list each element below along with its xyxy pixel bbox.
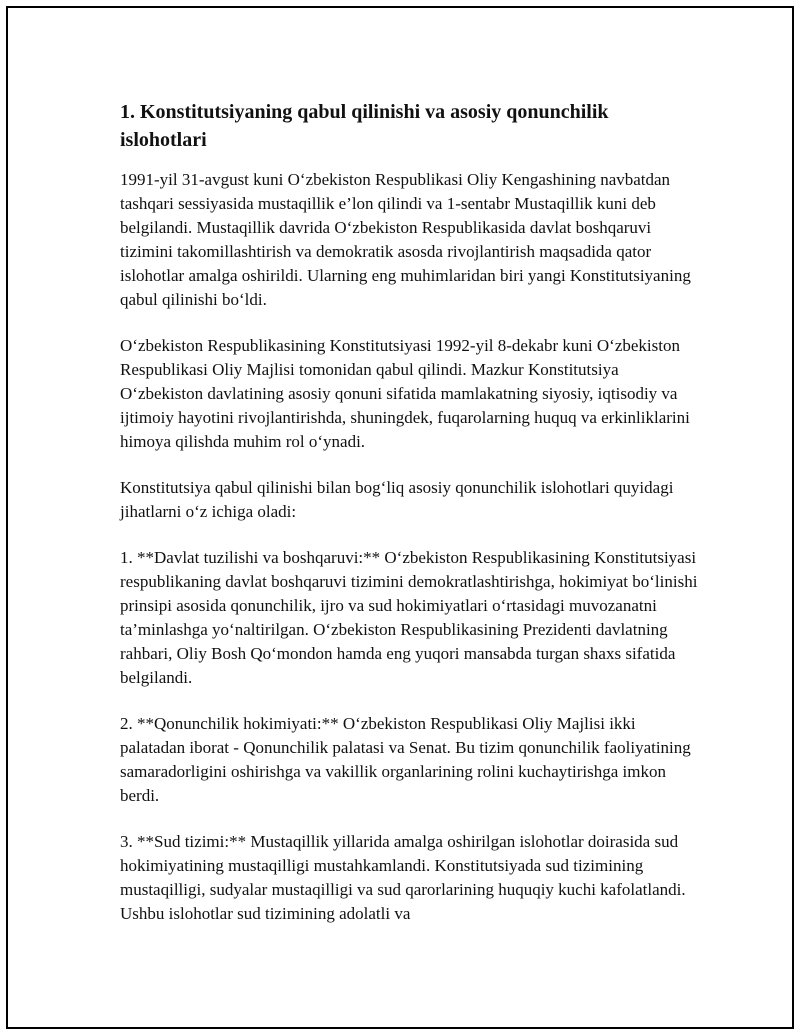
paragraph-reforms-intro: Konstitutsiya qabul qilinishi bilan bog‘liq asosiy qonunchilik islohotlari quyidagi jihatlarni o‘z ichiga oladi: bbox=[120, 478, 674, 521]
section-heading: 1. Konstitutsiyaning qabul qilinishi va asosiy qonunchilik islohotlari bbox=[120, 101, 609, 151]
document-page bbox=[6, 6, 794, 1029]
paragraph-legislative-power: 2. **Qonunchilik hokimiyati:** O‘zbekiston Respublikasi Oliy Majlisi ikki palatadan iborat - Qonunchilik palatasi va Senat. Bu tizim qonunchilik faoliyatining samaradorligini oshirishga va vakillik organlarining rolini kuchaytirishga imkon berdi. bbox=[120, 714, 691, 805]
paragraph-state-structure: 1. **Davlat tuzilishi va boshqaruvi:** O‘zbekiston Respublikasining Konstitutsiyasi respublikaning davlat boshqaruvi tizimini demokratlashtirishga, hokimiyat bo‘linishi prinsipi asosida qonunchilik, ijro va sud hokimiyatlari o‘rtasidagi muvozanatni ta’minlashga yo‘naltirilgan. O‘zbekiston Respublikasining Prezidenti davlatning rahbari, Oliy Bosh Qo‘mondon hamda eng yuqori mansabda turgan shaxs sifatida belgilandi. bbox=[120, 548, 698, 687]
paragraph-judicial-system: 3. **Sud tizimi:** Mustaqillik yillarida amalga oshirilgan islohotlar doirasida sud hokimiyatining mustaqilligi mustahkamlandi. Konstitutsiyada sud tizimining mustaqilligi, sudyalar mustaqilligi va sud qarorlarining huquqiy kuchi kafolatlandi. Ushbu islohotlar sud tizimining adolatli va bbox=[120, 832, 686, 923]
document-body bbox=[120, 98, 700, 948]
paragraph-independence: 1991-yil 31-avgust kuni O‘zbekiston Respublikasi Oliy Kengashining navbatdan tashqari sessiyasida mustaqillik e’lon qilindi va 1-sentabr Mustaqillik kuni deb belgilandi. Mustaqillik davrida O‘zbekiston Respublikasida davlat boshqaruvi tizimini takomillashtirish va demokratik asosda rivojlantirish maqsadida qator islohotlar amalga oshirildi. Ularning eng muhimlaridan biri yangi Konstitutsiyaning qabul qilinishi bo‘ldi. bbox=[120, 170, 691, 309]
paragraph-constitution-adoption: O‘zbekiston Respublikasining Konstitutsiyasi 1992-yil 8-dekabr kuni O‘zbekiston Respublikasi Oliy Majlisi tomonidan qabul qilindi. Mazkur Konstitutsiya O‘zbekiston davlatining asosiy qonuni sifatida mamlakatning siyosiy, iqtisodiy va ijtimoiy hayotini rivojlantirishda, shuningdek, fuqarolarning huquq va erkinliklarini himoya qilishda muhim rol o‘ynadi. bbox=[120, 336, 690, 451]
